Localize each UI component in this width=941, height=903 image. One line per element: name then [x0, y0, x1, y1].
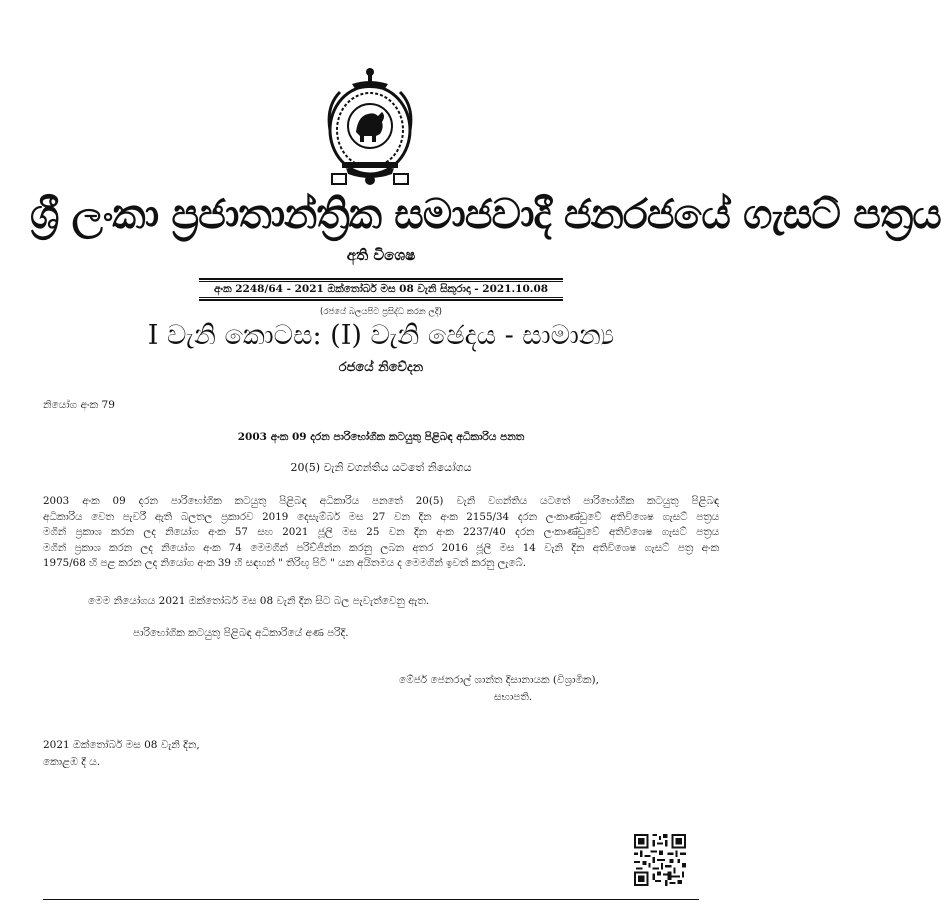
signatory-title: සභාපති. [494, 691, 533, 703]
body-line: 1975/68 හි පළ කරන ලද නියෝග අංක 39 හි සඳහන් " තිරිඟු පිටි " යන අයිතමය ද මෙමගින් ඉවත් කරනු ලැබේ. [43, 557, 527, 569]
qr-code-icon [634, 834, 686, 886]
issue-top-rule [199, 278, 563, 280]
effective-date-statement: මෙම නියෝගය 2021 ඔක්තෝබර් මස 08 වැනි දින සිට බල පැවැත්වෙනු ඇත. [88, 595, 430, 607]
signatory-name: මේජර් ජෙනරාල් ශාන්ත දිසානායක (විශ්‍රාමික), [399, 674, 599, 686]
gazette-masthead-title: ශ්‍රී ලංකා ප්‍රජාතාන්ත්‍රික සමාජවාදී ජනරජයේ ගැසට් පත්‍රය [30, 190, 941, 238]
page-bottom-rule [43, 899, 699, 900]
act-heading: 2003 අංක 09 දරන පාරිභෝගික කටයුතු පිළිබඳ අධිකාරිය පනත [237, 431, 525, 443]
government-notifications-title: රජයේ නිවේදන [338, 360, 424, 375]
by-order-statement: පාරිභෝගික කටයුතු පිළිබඳ අධිකාරියේ අණ පරිදි. [133, 627, 349, 639]
issue-date: 2021 ඔක්තෝබර් මස 08 වැනි දින, [43, 739, 200, 751]
extraordinary-label: අති විශෙෂ [346, 246, 416, 264]
body-line: මගින් ප්‍රකාශ කරන ලද නියෝග අංක 74 මෙමගින් පරිච්ජින්න කරනු ලබන අතර 2016 ජූලි මස 14 වැනි දින අතිවිශෙෂ ගැසට් පත්‍ර අංක [43, 541, 719, 554]
issue-bottom-rule [199, 299, 563, 301]
issue-place: කොළඹ දී ය. [43, 756, 101, 768]
order-number: නියෝග අංක 79 [43, 399, 115, 411]
sri-lanka-emblem-icon [322, 66, 418, 190]
section-subheading: 20(5) වැනි වගන්තිය යටතේ නියෝගය [290, 461, 472, 474]
issue-number-line: අංක 2248/64 - 2021 ඔක්තෝබර් මස 08 වැනි සිකුරාදා - 2021.10.08 [213, 283, 549, 295]
body-line: 2003 අංක 09 දරන පාරිභෝගික කටයුතු පිළිබඳ අධිකාරිය පනතේ 20(5) වැනි වගන්තිය යටතේ පාරිභෝගික කටයුතු පිළිබඳ [43, 495, 719, 507]
body-line: අධිකාරිය වෙත පැවරී ඇති බලතල ප්‍රකාරව 2019 දෙසැම්බර් මස 27 වන දින අංක 2155/34 දරන ලංකාණ්ඩුවේ අතිවිශෙෂ ගැසට් පත්‍රය [43, 510, 719, 523]
body-line: මගින් ප්‍රකාශ කරන ලද නියෝග අංක 57 සහ 2021 ජූලි මස 25 වන දින අංක 2237/40 දරන ලංකාණ්ඩුවේ අතිවිශෙෂ ගැසට් පත්‍රය [43, 526, 719, 538]
part-section-title: I වැනි කොටස: (I) වැනි ඡෙදය - සාමාන්‍ය [147, 320, 615, 351]
published-by-authority: (රජයේ බලයපිට ප්‍රසිද්ධ කරන ලදී) [320, 307, 442, 317]
issue-bottom-rule-thin [199, 297, 563, 298]
order-body-paragraph [43, 494, 719, 572]
